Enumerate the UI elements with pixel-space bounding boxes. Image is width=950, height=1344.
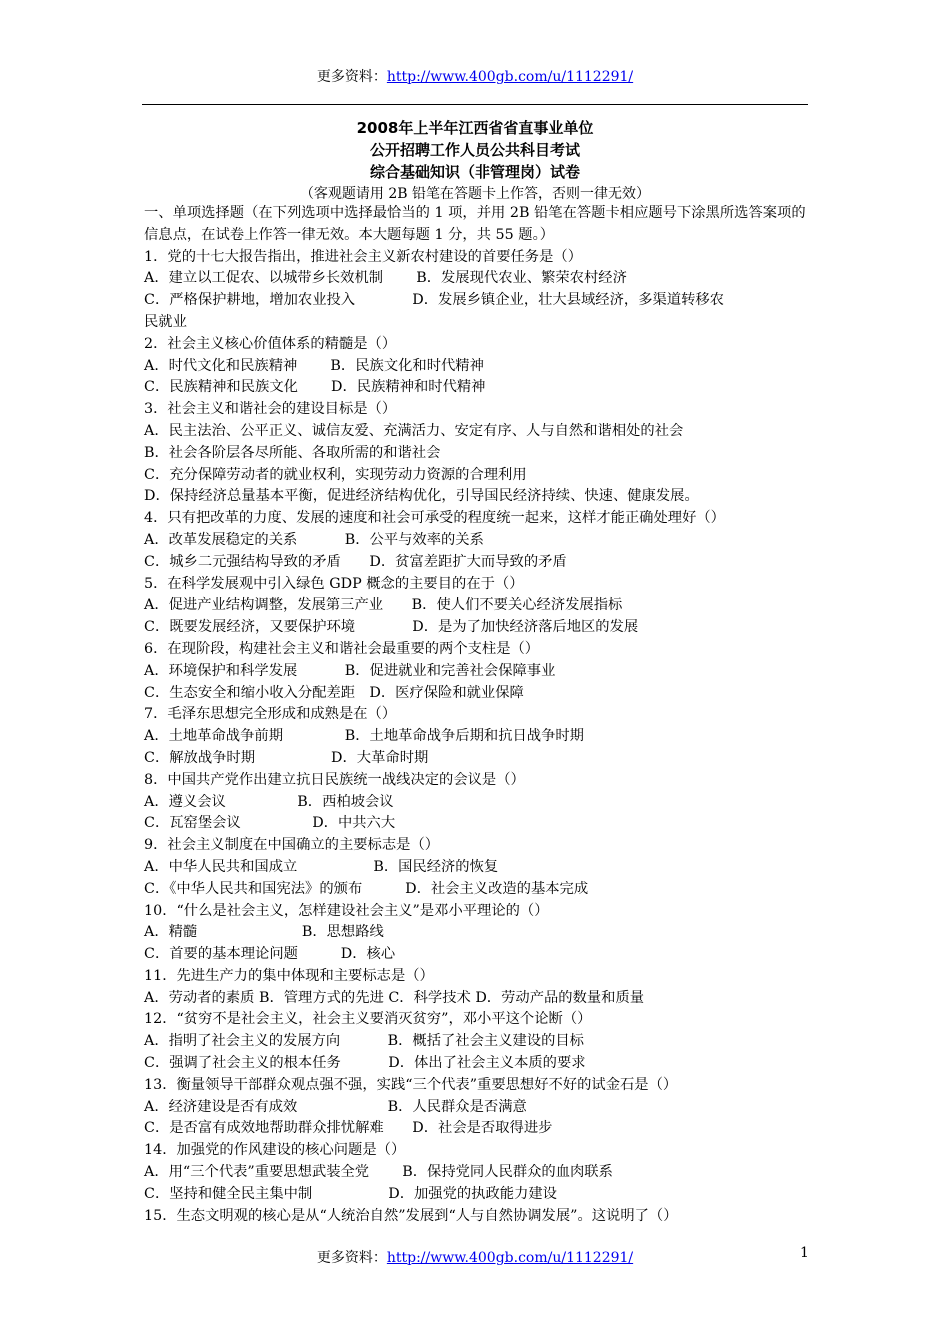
header-link[interactable]: http://www.400gb.com/u/1112291/ — [386, 69, 634, 85]
answer-instruction-note: （客观题请用 2B 铅笔在答题卡上作答，否则一律无效） — [299, 186, 651, 202]
question-line: B．社会各阶层各尽所能、各取所需的和谐社会 — [144, 444, 441, 461]
question-line: C．《中华人民共和国宪法》的颁布 D．社会主义改造的基本完成 — [144, 880, 589, 897]
question-line: A．经济建设是否有成效 B．人民群众是否满意 — [144, 1098, 527, 1115]
exam-title-block — [142, 117, 808, 205]
question-line: D．保持经济总量基本平衡，促进经济结构优化，引导国民经济持续、快速、健康发展。 — [144, 488, 699, 505]
page-number: 1 — [800, 1245, 809, 1261]
question-line: A．精髓 B．思想路线 — [144, 924, 384, 941]
question-line: C．是否富有成效地帮助群众排忧解难 D．社会是否取得进步 — [144, 1120, 553, 1137]
question-line: A．时代文化和民族精神 B．民族文化和时代精神 — [144, 357, 484, 374]
question-line: 10．“什么是社会主义，怎样建设社会主义”是邓小平理论的（） — [144, 902, 549, 919]
question-line: 4．只有把改革的力度、发展的速度和社会可承受的程度统一起来，这样才能正确处理好（） — [144, 510, 725, 527]
question-body — [144, 203, 812, 1227]
question-line: 9．社会主义制度在中国确立的主要标志是（） — [144, 837, 440, 854]
question-line: 7．毛泽东思想完全形成和成熟是在（） — [144, 706, 397, 723]
question-line: 5．在科学发展观中引入绿色 GDP 概念的主要目的在于（） — [144, 575, 524, 592]
question-line: A．改革发展稳定的关系 B．公平与效率的关系 — [144, 531, 484, 548]
footer-label: 更多资料： — [316, 1250, 387, 1266]
page-header — [0, 66, 950, 86]
question-line: A．环境保护和科学发展 B．促进就业和完善社会保障事业 — [144, 662, 556, 679]
question-line: A．土地革命战争前期 B．土地革命战争后期和抗日战争时期 — [144, 728, 584, 745]
question-line: 11．先进生产力的集中体现和主要标志是（） — [144, 967, 434, 984]
title-line-1: 2008年上半年江西省省直事业单位 — [356, 119, 594, 137]
question-line: C．解放战争时期 D．大革命时期 — [144, 749, 429, 766]
question-line: 14．加强党的作风建设的核心问题是（） — [144, 1142, 406, 1159]
question-line: C．充分保障劳动者的就业权利，实现劳动力资源的合理利用 — [144, 466, 527, 483]
header-label: 更多资料： — [316, 69, 387, 85]
footer-link[interactable]: http://www.400gb.com/u/1112291/ — [386, 1250, 634, 1266]
title-line-2: 公开招聘工作人员公共科目考试 — [369, 141, 580, 159]
title-line-3: 综合基础知识（非管理岗）试卷 — [369, 163, 580, 181]
question-line: C．既要发展经济，又要保护环境 D．是为了加快经济落后地区的发展 — [144, 619, 639, 636]
question-line: C．坚持和健全民主集中制 D．加强党的执政能力建设 — [144, 1185, 557, 1202]
question-line: A．民主法治、公平正义、诚信友爱、充满活力、安定有序、人与自然和谐相处的社会 — [144, 422, 684, 439]
section-intro: 一、单项选择题（在下列选项中选择最恰当的 1 项，并用 2B 铅笔在答题卡相应题号下涂黑所选答案项的信息点，在试卷上作答一律无效。本大题每题 1 分，共 55 题。） — [144, 205, 806, 243]
header-divider — [142, 104, 808, 105]
question-line: C．瓦窑堡会议 D．中共六大 — [144, 815, 396, 832]
question-line: A．劳动者的素质 B．管理方式的先进 C．科学技术 D．劳动产品的数量和质量 — [144, 989, 645, 1006]
question-line: A．中华人民共和国成立 B．国民经济的恢复 — [144, 858, 499, 875]
question-line: A．建立以工促农、以城带乡长效机制 B．发展现代农业、繁荣农村经济 — [144, 270, 627, 287]
question-line: 1．党的十七大报告指出，推进社会主义新农村建设的首要任务是（） — [144, 248, 582, 265]
question-line: C．首要的基本理论问题 D．核心 — [144, 946, 396, 963]
question-line: 6．在现阶段，构建社会主义和谐社会最重要的两个支柱是（） — [144, 640, 540, 657]
question-line: 2．社会主义核心价值体系的精髓是（） — [144, 335, 397, 352]
question-line: A．促进产业结构调整，发展第三产业 B．使人们不要关心经济发展指标 — [144, 597, 623, 614]
question-line: 3．社会主义和谐社会的建设目标是（） — [144, 401, 397, 418]
question-line: C．严格保护耕地，增加农业投入 D．发展乡镇企业，壮大县域经济，多渠道转移农 — [144, 292, 724, 309]
question-line: 12．“贫穷不是社会主义，社会主义要消灭贫穷”，邓小平这个论断（） — [144, 1011, 592, 1028]
question-line: A．用“三个代表”重要思想武装全党 B．保持党同人民群众的血肉联系 — [144, 1164, 613, 1181]
question-line: 8．中国共产党作出建立抗日民族统一战线决定的会议是（） — [144, 771, 525, 788]
question-line: C．民族精神和民族文化 D．民族精神和时代精神 — [144, 379, 486, 396]
question-line: 13．衡量领导干部群众观点强不强，实践“三个代表”重要思想好不好的试金石是（） — [144, 1076, 678, 1093]
question-line: 民就业 — [144, 313, 187, 330]
question-line: A．指明了社会主义的发展方向 B．概括了社会主义建设的目标 — [144, 1033, 584, 1050]
question-line: C．城乡二元强结构导致的矛盾 D．贫富差距扩大而导致的矛盾 — [144, 553, 567, 570]
question-line: A．遵义会议 B．西柏坡会议 — [144, 793, 394, 810]
question-line: C．强调了社会主义的根本任务 D．体出了社会主义本质的要求 — [144, 1055, 586, 1072]
question-line: 15．生态文明观的核心是从“人统治自然”发展到“人与自然协调发展”。这说明了（） — [144, 1207, 678, 1224]
question-line: C．生态安全和缩小收入分配差距 D．医疗保险和就业保障 — [144, 684, 524, 701]
